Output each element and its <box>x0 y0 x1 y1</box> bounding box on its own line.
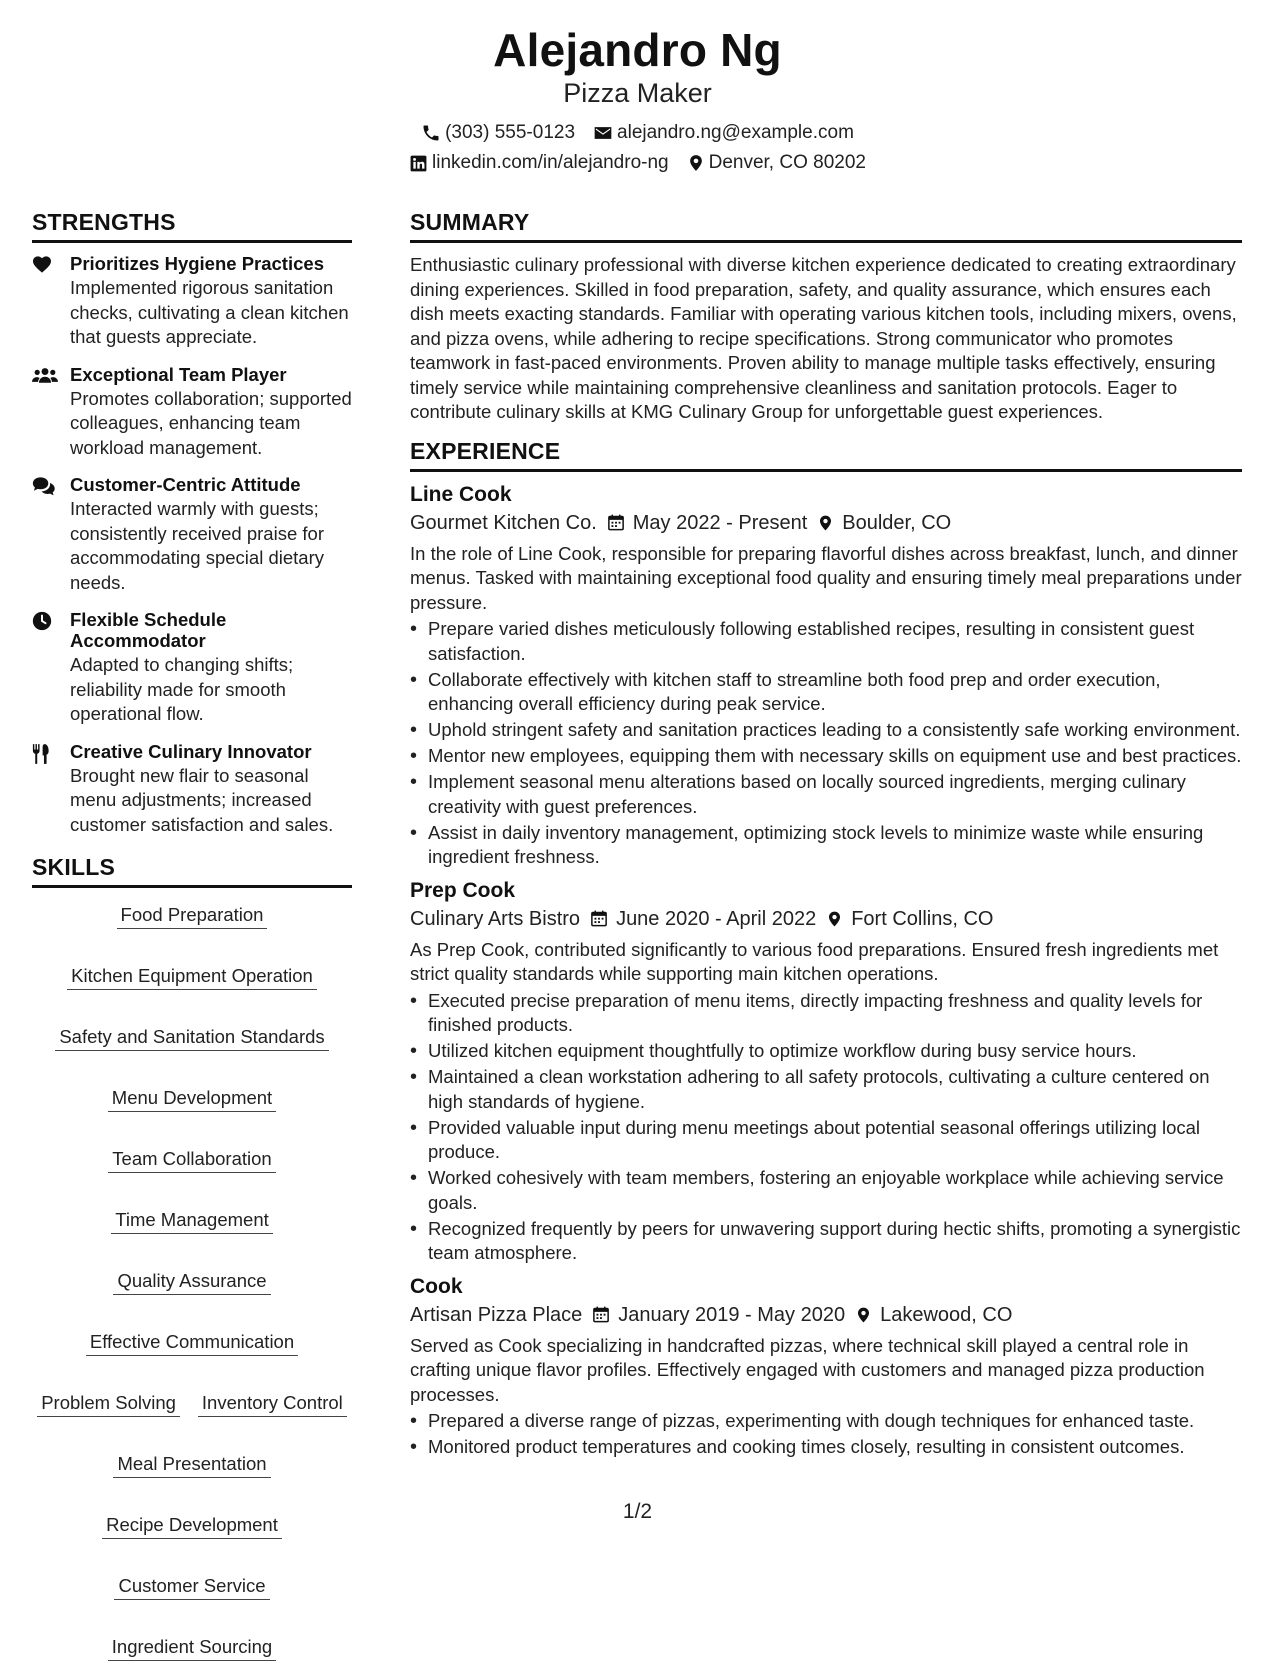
job-entry <box>410 482 1242 870</box>
job-meta <box>410 904 1242 934</box>
job-bullet: • Uphold stringent safety and sanitation practices leading to a consistently safe working environment. <box>428 718 1242 743</box>
summary-heading: SUMMARY <box>410 208 1242 243</box>
location-contact <box>687 148 866 178</box>
job-company: Culinary Arts Bistro <box>410 907 581 930</box>
strengths-section <box>32 208 352 837</box>
skill-tag: Menu Development <box>108 1087 276 1112</box>
skill-tag: Kitchen Equipment Operation <box>67 965 317 990</box>
job-dates: June 2020 - April 2022 <box>616 907 817 930</box>
job-entry <box>410 878 1242 1266</box>
job-location: Fort Collins, CO <box>851 907 994 930</box>
map-marker-icon <box>855 1305 872 1325</box>
job-description: In the role of Line Cook, responsible for preparing flavorful dishes across breakfast, lunch, and dinner menus. Tasked with maintaining exceptional food quality and ensuring timely meal preparations under pressure. <box>410 542 1242 613</box>
job-bullet: • Prepared a diverse range of pizzas, experimenting with dough techniques for enhanced taste. <box>428 1409 1242 1434</box>
job-bullet: • Mentor new employees, equipping them with necessary skills on equipment use and best practices. <box>428 744 1242 769</box>
linkedin-contact[interactable] <box>409 148 669 178</box>
linkedin-text: linkedin.com/in/alejandro-ng <box>432 152 669 173</box>
job-bullets <box>410 1409 1242 1460</box>
strength-desc: Implemented rigorous sanitation checks, cultivating a clean kitchen that guests appreciate. <box>70 277 349 347</box>
clock-icon <box>32 611 52 631</box>
job-meta <box>410 508 1242 538</box>
strength-item <box>32 474 352 595</box>
calendar-icon <box>592 1305 610 1324</box>
calendar-icon <box>607 513 625 532</box>
job-title: Line Cook <box>410 482 512 506</box>
skills-list <box>32 898 352 1661</box>
skill-tag: Time Management <box>111 1209 273 1234</box>
job-title: Cook <box>410 1274 463 1298</box>
phone-icon <box>421 123 441 143</box>
left-column <box>32 208 352 1661</box>
page-number: 1/2 <box>622 1500 653 1523</box>
skill-tag: Problem Solving <box>37 1392 180 1417</box>
skill-tag: Quality Assurance <box>113 1270 270 1295</box>
strength-item <box>32 609 352 727</box>
email-text: alejandro.ng@example.com <box>617 122 854 143</box>
strength-desc: Promotes collaboration; supported colleagues, enhancing team workload management. <box>70 387 352 458</box>
job-description: Served as Cook specializing in handcrafted pizzas, where technical skill played a central role in crafting unique flavor profiles. Effectively engaged with customers and managed pizza production processes. <box>410 1334 1205 1405</box>
strength-item <box>32 364 352 461</box>
comments-icon <box>32 476 56 496</box>
job-entry <box>410 1274 1242 1460</box>
skill-tag: Ingredient Sourcing <box>108 1636 276 1661</box>
skills-section <box>32 853 352 1661</box>
contact-info <box>0 118 1275 178</box>
job-bullet: • Provided valuable input during menu meetings about potential seasonal offerings utilizing local produce. <box>428 1116 1242 1165</box>
job-bullet: • Implement seasonal menu alterations based on locally sourced ingredients, merging culinary creativity with guest preferences. <box>428 770 1242 819</box>
strength-title: Exceptional Team Player <box>70 363 287 385</box>
summary-section <box>410 208 1242 425</box>
job-title: Prep Cook <box>410 878 516 902</box>
job-bullet: • Assist in daily inventory management, optimizing stock levels to minimize waste while ensuring ingredient freshness. <box>428 821 1242 870</box>
skills-heading: SKILLS <box>32 853 352 888</box>
candidate-name: Alejandro Ng <box>493 24 782 76</box>
phone-text: (303) 555-0123 <box>445 122 576 143</box>
map-marker-icon <box>687 153 705 173</box>
skill-tag: Recipe Development <box>102 1514 282 1539</box>
job-dates: May 2022 - Present <box>632 511 808 534</box>
job-bullet: • Maintained a clean workstation adhering to all safety protocols, cultivating a culture centered on high standards of hygiene. <box>428 1065 1242 1114</box>
linkedin-icon <box>409 154 428 173</box>
strength-item <box>32 741 352 838</box>
job-bullet: • Worked cohesively with team members, fostering an enjoyable workplace while achieving service goals. <box>428 1166 1242 1215</box>
strength-desc: Adapted to changing shifts; reliability made for smooth operational flow. <box>70 654 294 724</box>
strength-desc: Brought new flair to seasonal menu adjustments; increased customer satisfaction and sales. <box>70 764 334 835</box>
job-bullet: • Recognized frequently by peers for unwavering support during hectic shifts, promoting a synergistic team atmosphere. <box>428 1217 1242 1266</box>
strength-title: Customer-Centric Attitude <box>70 474 301 495</box>
strength-desc: Interacted warmly with guests; consistently received praise for accommodating special dietary needs. <box>70 498 324 593</box>
strength-title: Prioritizes Hygiene Practices <box>70 253 324 274</box>
phone-contact[interactable] <box>421 118 575 148</box>
skill-tag: Meal Presentation <box>113 1453 270 1478</box>
job-location: Lakewood, CO <box>880 1303 1013 1326</box>
job-bullet: • Executed precise preparation of menu items, directly impacting freshness and quality levels for finished products. <box>428 989 1242 1038</box>
summary-text: Enthusiastic culinary professional with diverse kitchen experience dedicated to creating extraordinary dining experiences. Skilled in food preparation, safety, and quality assurance, which ensures each dish meets exacting standards. Familiar with operating various kitchen tools, including mixers, ovens, and pizza ovens, while adhering to recipe specifications. Strong communicator who promotes teamwork in fast-paced environments. Proven ability to manage multiple tasks effectively, ensuring timely service while maintaining comprehensive cleanliness and sanitation protocols. Eager to contribute culinary skills at KMG Culinary Group for unforgettable guest experiences. <box>410 254 1237 422</box>
job-location: Boulder, CO <box>842 511 952 534</box>
users-icon <box>32 366 58 384</box>
right-column <box>410 208 1242 1468</box>
job-bullet: • Prepare varied dishes meticulously following established recipes, resulting in consistent guest satisfaction. <box>428 617 1242 666</box>
job-dates: January 2019 - May 2020 <box>618 1303 846 1326</box>
heart-icon <box>32 255 52 273</box>
job-company: Gourmet Kitchen Co. <box>410 511 597 534</box>
job-bullets <box>410 989 1242 1266</box>
job-bullets <box>410 617 1242 870</box>
job-company: Artisan Pizza Place <box>410 1303 583 1326</box>
utensils-icon <box>32 743 50 765</box>
skill-tag: Safety and Sanitation Standards <box>55 1026 328 1051</box>
job-bullet: • Collaborate effectively with kitchen staff to streamline both food prep and order execution, enhancing overall efficiency during peak service. <box>428 668 1242 717</box>
strength-item <box>32 253 352 350</box>
email-contact[interactable] <box>593 118 854 148</box>
experience-section <box>410 437 1242 1460</box>
skill-tag: Food Preparation <box>117 904 268 929</box>
calendar-icon <box>590 909 608 928</box>
strengths-heading: STRENGTHS <box>32 208 352 243</box>
strength-title: Creative Culinary Innovator <box>70 740 312 762</box>
map-marker-icon <box>826 909 843 929</box>
job-meta <box>410 1300 1242 1330</box>
job-bullet: • Monitored product temperatures and cooking times closely, resulting in consistent outcomes. <box>428 1435 1242 1460</box>
envelope-icon <box>593 123 613 143</box>
skill-tag: Effective Communication <box>86 1331 298 1356</box>
strength-title: Flexible Schedule Accommodator <box>70 609 227 651</box>
skill-tag: Inventory Control <box>198 1392 347 1417</box>
resume-header <box>0 22 1275 178</box>
job-bullet: • Utilized kitchen equipment thoughtfully to optimize workflow during busy service hours. <box>428 1039 1242 1064</box>
job-description: As Prep Cook, contributed significantly to various food preparations. Ensured fresh ingredients met strict quality standards while supporting main kitchen operations. <box>410 938 1219 984</box>
experience-heading: EXPERIENCE <box>410 437 1242 472</box>
map-marker-icon <box>817 513 834 533</box>
candidate-title: Pizza Maker <box>563 78 712 108</box>
skill-tag: Customer Service <box>114 1575 269 1600</box>
skill-tag: Team Collaboration <box>108 1148 275 1173</box>
location-text: Denver, CO 80202 <box>708 152 866 173</box>
